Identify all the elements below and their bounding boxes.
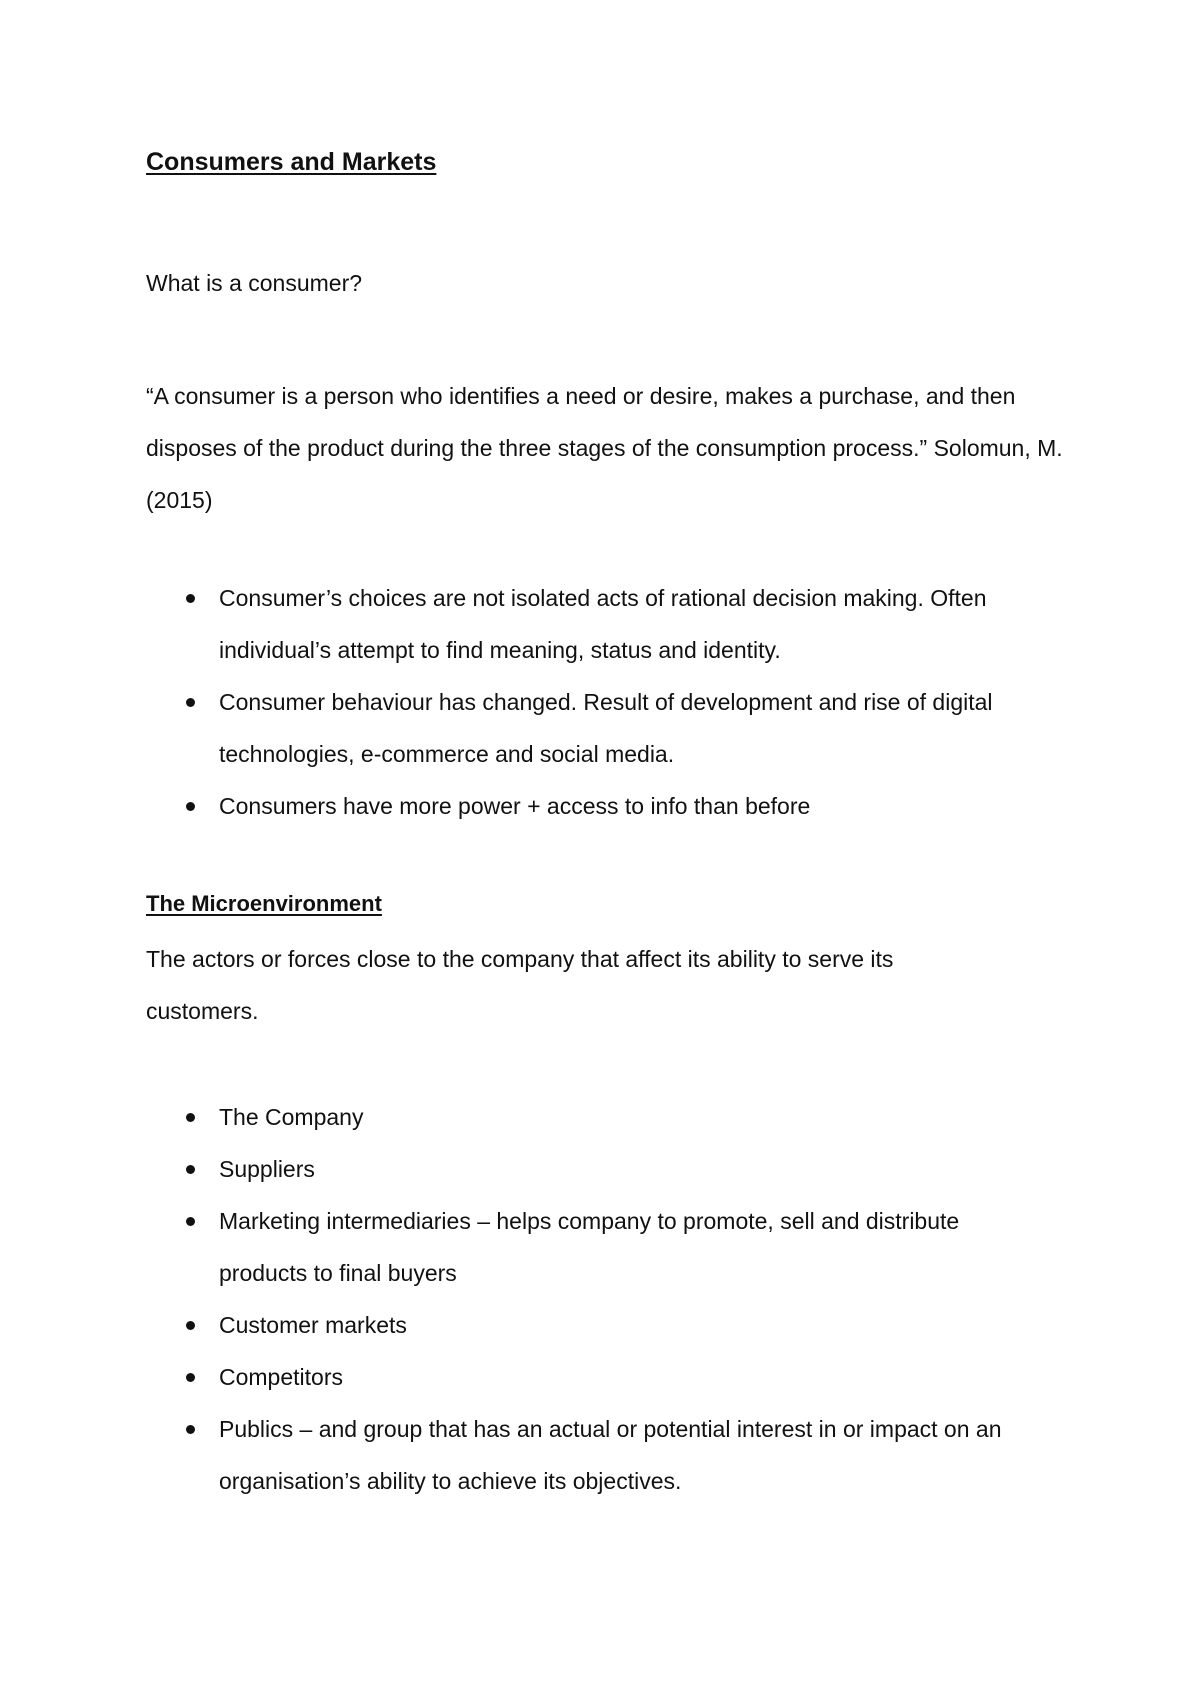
list-item <box>146 572 1029 676</box>
question-text: What is a consumer? <box>146 270 363 296</box>
list-item <box>146 1403 1099 1507</box>
bullet-icon <box>186 1425 195 1434</box>
list-item-text: Competitors <box>219 1364 343 1390</box>
list-item-text: Consumer behaviour has changed. Result of development and rise of digital technologies, e-commerce and social media. <box>219 689 993 767</box>
list-item-text: Suppliers <box>219 1156 315 1182</box>
consumer-points-list <box>146 572 1146 832</box>
quote-paragraph: “A consumer is a person who identifies a need or desire, makes a purchase, and then disposes of the product during the three stages of the consumption process.” Solomun, M. (2015) <box>146 383 1063 513</box>
bullet-icon <box>186 1321 195 1330</box>
list-item <box>146 780 1146 832</box>
section-definition: The actors or forces close to the company that affect its ability to serve its customers. <box>146 946 894 1024</box>
document-title: Consumers and Markets <box>146 148 437 176</box>
section-heading: The Microenvironment <box>146 891 382 916</box>
list-item-text: Customer markets <box>219 1312 407 1338</box>
bullet-icon <box>186 1165 195 1174</box>
list-item <box>146 1195 1029 1299</box>
list-item-text: Consumer’s choices are not isolated acts of rational decision making. Often individual’s attempt to find meaning, status and identity. <box>219 585 987 663</box>
list-item-text: Consumers have more power + access to info than before <box>219 793 811 819</box>
list-item <box>146 1299 1146 1351</box>
bullet-icon <box>186 698 195 707</box>
list-item <box>146 1351 1146 1403</box>
microenvironment-list <box>146 1091 1146 1507</box>
list-item-text: The Company <box>219 1104 364 1130</box>
bullet-icon <box>186 1373 195 1382</box>
list-item <box>146 1091 1146 1143</box>
list-item <box>146 1143 1146 1195</box>
list-item-text: Marketing intermediaries – helps company to promote, sell and distribute products to final buyers <box>219 1208 960 1286</box>
bullet-icon <box>186 1217 195 1226</box>
bullet-icon <box>186 802 195 811</box>
bullet-icon <box>186 1113 195 1122</box>
list-item <box>146 676 1029 780</box>
list-item-text: Publics – and group that has an actual or potential interest in or impact on an organisation’s ability to achieve its objectives. <box>219 1416 1002 1494</box>
bullet-icon <box>186 594 195 603</box>
